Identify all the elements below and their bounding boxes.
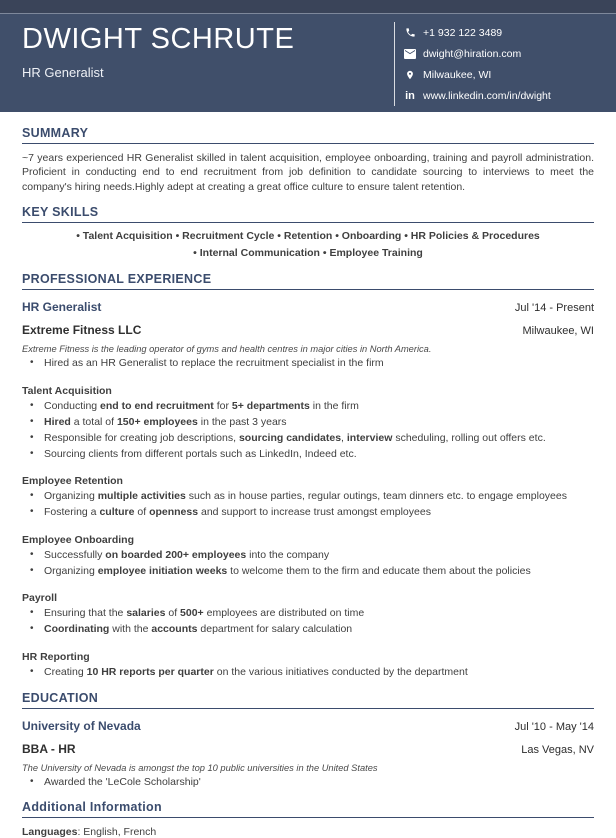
resume-header bbox=[0, 14, 616, 112]
candidate-name: DWIGHT SCHRUTE bbox=[22, 23, 295, 55]
education-degree-row bbox=[22, 742, 594, 756]
experience-group-talent-acquisition bbox=[22, 385, 594, 462]
experience-bullet: • Sourcing clients from different portals such as LinkedIn, Indeed etc. bbox=[22, 448, 594, 462]
company-description: Extreme Fitness is the leading operator of gyms and health centres in major cities in North America. bbox=[22, 344, 432, 355]
experience-group-payroll bbox=[22, 592, 594, 637]
bullet-dot-icon: • bbox=[30, 564, 34, 576]
education-location: Las Vegas, NV bbox=[521, 743, 594, 756]
key-skills-list bbox=[22, 229, 594, 261]
bullet-dot-icon: • bbox=[30, 431, 34, 443]
key-skills-line: • Talent Acquisition • Recruitment Cycle • Retention • Onboarding • HR Policies & Procedures bbox=[76, 229, 540, 242]
education-dates: Jul '10 - May '14 bbox=[514, 720, 594, 733]
experience-group-hr-reporting bbox=[22, 651, 594, 680]
group-title: HR Reporting bbox=[22, 651, 90, 664]
phone-icon bbox=[404, 27, 416, 38]
group-title: Payroll bbox=[22, 592, 58, 605]
section-heading-education: EDUCATION bbox=[22, 691, 594, 709]
education-degree: BBA - HR bbox=[22, 741, 76, 756]
experience-bullet: • Responsible for creating job descriptions, sourcing candidates, interview scheduling, rolling out offers etc. bbox=[22, 432, 594, 446]
experience-role-row bbox=[22, 300, 594, 314]
experience-company-row bbox=[22, 323, 594, 337]
experience-bullet: • Organizing employee initiation weeks to welcome them to the firm and educate them about the policies bbox=[22, 565, 594, 579]
summary-text: ~7 years experienced HR Generalist skilled in talent acquisition, employee onboarding, training and payroll administration. Proficient in conducting end to end recruitment from job definition to candidate sourcing to interviews to meet the company's hiring needs.Highly adept at creating a great office culture to ensure talent retention. bbox=[22, 152, 594, 193]
experience-intro-bullet: • Hired as an HR Generalist to replace the recruitment specialist in the firm bbox=[22, 357, 594, 371]
header-top-strip bbox=[0, 0, 616, 14]
candidate-job-title: HR Generalist bbox=[22, 64, 104, 80]
envelope-icon bbox=[404, 49, 416, 59]
bullet-dot-icon: • bbox=[30, 623, 34, 635]
group-title: Employee Retention bbox=[22, 475, 123, 488]
section-heading-key-skills: KEY SKILLS bbox=[22, 205, 594, 223]
experience-location: Milwaukee, WI bbox=[522, 325, 594, 338]
bullet-dot-icon: • bbox=[30, 666, 34, 678]
contact-linkedin-text: www.linkedin.com/in/dwight bbox=[423, 89, 551, 102]
bullet-dot-icon: • bbox=[30, 548, 34, 560]
contact-location bbox=[404, 64, 594, 85]
contact-linkedin[interactable] bbox=[404, 85, 594, 106]
contact-email[interactable] bbox=[404, 43, 594, 64]
contact-block bbox=[394, 22, 594, 106]
education-bullet: • Awarded the 'LeCole Scholarship' bbox=[22, 776, 594, 790]
experience-dates: Jul '14 - Present bbox=[514, 302, 594, 315]
linkedin-icon: in bbox=[405, 89, 415, 102]
contact-phone bbox=[404, 22, 594, 43]
bullet-dot-icon: • bbox=[30, 447, 34, 459]
experience-company: Extreme Fitness LLC bbox=[22, 323, 142, 338]
experience-bullet: • Fostering a culture of openness and support to increase trust amongst employees bbox=[22, 506, 594, 520]
section-heading-experience: PROFESSIONAL EXPERIENCE bbox=[22, 272, 594, 290]
experience-bullet: • Organizing multiple activities such as in house parties, regular outings, team dinners etc. to engage employees bbox=[22, 490, 594, 504]
bullet-dot-icon: • bbox=[30, 357, 34, 369]
experience-bullet: • Hired a total of 150+ employees in the past 3 years bbox=[22, 416, 594, 430]
key-skills-line: • Internal Communication • Employee Training bbox=[193, 247, 423, 260]
experience-bullet: • Creating 10 HR reports per quarter on the various initiatives conducted by the department bbox=[22, 666, 594, 680]
experience-bullet: • Conducting end to end recruitment for 5+ departments in the firm bbox=[22, 400, 594, 414]
group-title: Employee Onboarding bbox=[22, 533, 135, 546]
experience-bullet: • Coordinating with the accounts department for salary calculation bbox=[22, 623, 594, 637]
map-pin-icon bbox=[404, 69, 416, 81]
bullet-dot-icon: • bbox=[30, 415, 34, 427]
bullet-dot-icon: • bbox=[30, 775, 34, 787]
education-school-row bbox=[22, 719, 594, 733]
languages-line: Languages: English, French bbox=[22, 826, 157, 838]
section-heading-additional-information: Additional Information bbox=[22, 800, 594, 818]
experience-role: HR Generalist bbox=[22, 300, 102, 315]
bullet-dot-icon: • bbox=[30, 490, 34, 502]
contact-phone-text: +1 932 122 3489 bbox=[423, 26, 503, 39]
group-title: Talent Acquisition bbox=[22, 384, 112, 397]
experience-group-employee-onboarding bbox=[22, 534, 594, 579]
education-description: The University of Nevada is amongst the top 10 public universities in the United States bbox=[22, 762, 378, 773]
experience-group-employee-retention bbox=[22, 475, 594, 520]
bullet-dot-icon: • bbox=[30, 399, 34, 411]
section-heading-summary: SUMMARY bbox=[22, 126, 594, 144]
bullet-dot-icon: • bbox=[30, 506, 34, 518]
contact-location-text: Milwaukee, WI bbox=[423, 68, 492, 81]
bullet-dot-icon: • bbox=[30, 607, 34, 619]
experience-bullet: • Successfully on boarded 200+ employees into the company bbox=[22, 549, 594, 563]
resume-body bbox=[0, 112, 616, 838]
experience-bullet: • Ensuring that the salaries of 500+ employees are distributed on time bbox=[22, 607, 594, 621]
contact-email-text: dwight@hiration.com bbox=[423, 47, 522, 60]
education-school: University of Nevada bbox=[22, 718, 141, 733]
identity-block bbox=[22, 22, 294, 112]
